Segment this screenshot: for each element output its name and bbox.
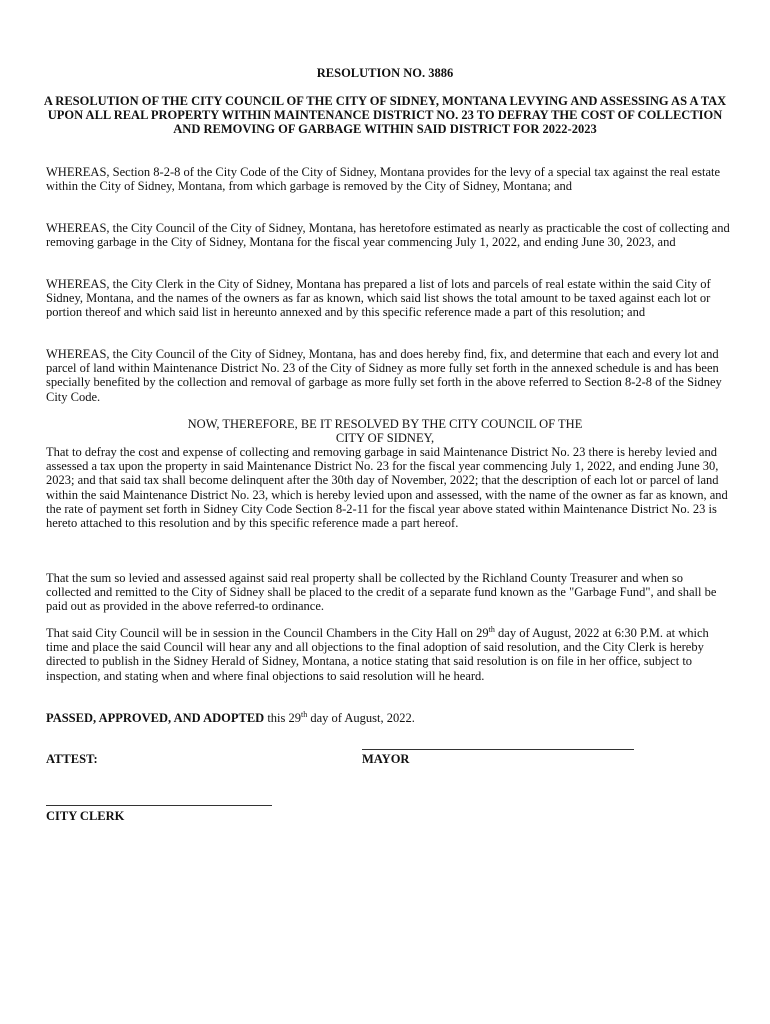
mayor-label: MAYOR [362,752,410,766]
whereas-paragraph-4: WHEREAS, the City Council of the City of Sidney, Montana, has and does hereby find, fix, and determine that each and every lot and parcel of land within Maintenance District No. 23 of the City of Sidney as more fully set forth in the annexed schedule is and has been specially benefited by the collection and removal of garbage as more fully set forth in the above referred to Section 8-2-8 of the Sidney City Code. [46,347,722,404]
session-text-a: That said City Council will be in session in the Council Chambers in the City Hall on 29 [46,626,489,640]
city-clerk-label: CITY CLERK [46,809,125,823]
whereas-paragraph-2: WHEREAS, the City Council of the City of Sidney, Montana, has heretofore estimated as nearly as practicable the cost of collecting and removing garbage in the City of Sidney, Montana for the fiscal year commencing July 1, 2022, and ending June 30, 2023, and [46,221,730,250]
session-paragraph [46,626,730,683]
resolution-heading: A RESOLUTION OF THE CITY COUNCIL OF THE CITY OF SIDNEY, MONTANA LEVYING AND ASSESSING AS A TAX UPON ALL REAL PROPERTY WITHIN MAINTENANCE DISTRICT NO. 23 TO DEFRAY THE COST OF COLLECTION AND REMOVING OF GARBAGE WITHIN SAID DISTRICT FOR 2022-2023 [43,94,727,137]
whereas-paragraph-1: WHEREAS, Section 8-2-8 of the City Code of the City of Sidney, Montana provides for the levy of a special tax against the real estate within the City of Sidney, Montana, from which garbage is removed by the City of Sidney, Montana; and [46,165,721,194]
session-text-b: day of August, 2022 at 6:30 P.M. at which time and place the said Council will hear any and all objections to the final adoption of said resolution, and the City Clerk is hereby directed to publish in the Sidney Herald of Sidney, Montana, a notice stating that said resolution is on file in her office, subject to inspection, and stating when and where final objections to said resolution will he heard. [46,626,709,683]
whereas-paragraph-3: WHEREAS, the City Clerk in the City of Sidney, Montana has prepared a list of lots and parcels of real estate within the said City of Sidney, Montana, and the names of the owners as far as known, which said list shows the total amount to be taxed against each lot or portion thereof and which said list in hereunto annexed and by this specific reference made a part of this resolution; and [46,277,711,320]
collection-paragraph: That the sum so levied and assessed against said real property shall be collected by the Richland County Treasurer and when so collected and remitted to the City of Sidney shall be placed to the credit of a separate fund known as the "Garbage Fund", and shall be paid out as provided in the above referred-to ordinance. [46,571,717,614]
passed-line [46,711,730,725]
resolved-line-2: CITY OF SIDNEY, [335,431,435,445]
session-superscript: th [488,625,495,634]
passed-text-b: day of August, 2022. [307,711,415,725]
passed-text-a: this 29 [264,711,302,725]
passed-superscript: th [301,710,308,719]
passed-bold-text: PASSED, APPROVED, AND ADOPTED [46,711,265,725]
resolved-line-1: NOW, THEREFORE, BE IT RESOLVED BY THE CITY COUNCIL OF THE [187,417,583,431]
resolution-title: RESOLUTION NO. 3886 [316,66,454,80]
mayor-signature-line [362,749,634,750]
levy-paragraph: That to defray the cost and expense of collecting and removing garbage in said Maintenance District No. 23 there is hereby levied and assessed a tax upon the property in said Maintenance District No. 23 for the fiscal year commencing July 1, 2022, and ending June 30, 2023; and that said tax shall become delinquent after the 30th day of November, 2022; that the description of each lot or parcel of land within the said Maintenance District No. 23, which is hereby levied upon and assessed, with the name of the owner as far as known, and the rate of payment set forth in Sidney City Code Section 8-2-11 for the fiscal year above stated within Maintenance District No. 23 is hereto attached to this resolution and by this specific reference made a part hereof. [46,445,728,531]
clerk-signature-line [46,805,272,806]
attest-label: ATTEST: [46,752,98,766]
